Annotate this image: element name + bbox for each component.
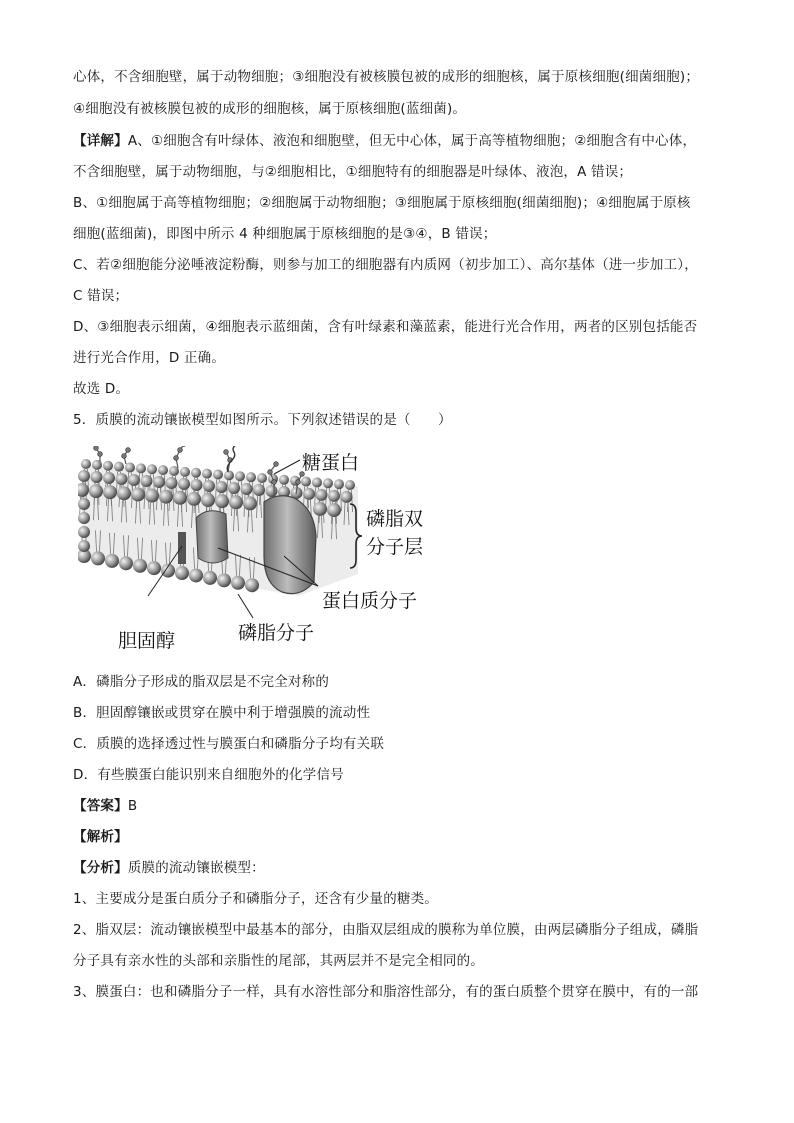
phospholipid-head <box>203 480 215 492</box>
phospholipid-head <box>78 470 90 482</box>
phospholipid-head <box>103 485 117 499</box>
analysis-line <box>73 828 128 846</box>
phospholipid-head <box>203 571 217 585</box>
text-line: 3、膜蛋白：也和磷脂分子一样，具有水溶性部分和脂溶性部分，有的蛋白质整个贯穿在膜中，有的一部 <box>73 984 699 1000</box>
analysis-tag: 【解析】 <box>73 829 128 845</box>
sugar-unit <box>296 480 301 485</box>
sugar-unit <box>274 462 279 467</box>
text-line: 进行光合作用，D 正确。 <box>73 350 226 366</box>
sugar-unit <box>94 446 99 450</box>
phospholipid-head <box>215 494 229 508</box>
phospholipid-head <box>345 480 355 490</box>
text-line: 不含细胞壁，属于动物细胞，与②细胞相比，①细胞特有的细胞器是叶绿体、液泡，A 错误； <box>73 164 633 180</box>
phospholipid-head <box>341 491 353 503</box>
phospholipid-head <box>158 465 168 475</box>
phospholipid-head <box>125 463 135 473</box>
membrane-figure <box>78 446 438 656</box>
phospholipid-head <box>131 487 145 501</box>
phospholipid-head <box>328 490 340 502</box>
sugar-unit <box>122 454 127 459</box>
phospholipid-head <box>257 473 267 483</box>
analyze-line <box>73 859 265 877</box>
bilayer-label-line2: 分子层 <box>366 536 424 558</box>
phospholipid-head <box>266 485 278 497</box>
glycoprotein-label: 糖蛋白 <box>302 452 360 474</box>
phospholipid-head <box>119 556 133 570</box>
protein-label: 蛋白质分子 <box>322 590 418 612</box>
sugar-unit <box>224 450 229 455</box>
sugar-unit <box>126 448 131 453</box>
phospholipid-head <box>187 492 201 506</box>
text-line: C、若②细胞能分泌唾液淀粉酶，则参与加工的细胞器有内质网（初步加工）、高尔基体（进一步加工）， <box>73 257 698 273</box>
phospholipid-head <box>91 551 105 565</box>
phospholipid-head <box>323 478 333 488</box>
phospholipid-head <box>103 461 113 471</box>
phospholipid-head <box>312 477 322 487</box>
phospholipid-head <box>128 474 140 486</box>
detail-tag: 【详解】 <box>73 133 128 149</box>
phospholipid-head <box>114 462 124 472</box>
phospholipid-head <box>191 479 203 491</box>
text-line: C 错误； <box>73 288 129 304</box>
answer-line <box>73 797 137 815</box>
phospholipid-head <box>228 482 240 494</box>
text-line: 2、脂双层：流动镶嵌模型中最基本的部分，由脂双层组成的膜称为单位膜，由两层磷脂分子组成，磷脂 <box>73 922 699 938</box>
phospholipid-head <box>78 540 90 552</box>
phospholipid-head <box>166 477 178 489</box>
sugar-unit <box>178 448 183 453</box>
phospholipid-head <box>235 471 245 481</box>
option-c: C．质膜的选择透过性与膜蛋白和磷脂分子均有关联 <box>73 736 385 752</box>
phospholipid-head <box>202 469 212 479</box>
phospholipid-head <box>243 496 257 510</box>
phospholipid-head <box>89 484 103 498</box>
phospholipid-head <box>103 472 115 484</box>
phospholipid-head <box>246 472 256 482</box>
phospholipid-head <box>189 568 203 582</box>
phospholipid-head <box>78 498 90 510</box>
phospholipid-head <box>216 481 228 493</box>
option-a: A．磷脂分子形成的脂双层是不完全对称的 <box>73 674 330 690</box>
phospholipid-head <box>334 479 344 489</box>
phospholipid-head <box>78 526 90 538</box>
phospholipid-head <box>303 488 315 500</box>
sugar-unit <box>272 480 277 485</box>
text-span: A、①细胞含有叶绿体、液泡和细胞壁，但无中心体，属于高等植物细胞；②细胞含有中心体， <box>127 133 697 149</box>
phospholipid-head <box>253 484 265 496</box>
phospholipid-head <box>175 566 189 580</box>
sugar-unit <box>268 470 273 475</box>
text-line: 故选 D。 <box>73 381 130 397</box>
bilayer-label-line1: 磷脂双 <box>366 508 424 530</box>
phospholipid-head <box>178 478 190 490</box>
phospholipid-head <box>141 475 153 487</box>
phospholipid-head <box>91 471 103 483</box>
sugar-unit <box>98 452 103 457</box>
option-d: D．有些膜蛋白能识别来自细胞外的化学信号 <box>73 767 344 783</box>
answer-tag: 【答案】 <box>73 798 128 814</box>
phospholipid-head <box>147 561 161 575</box>
text-span: 质膜的流动镶嵌模型： <box>127 860 265 876</box>
text-line: 分子具有亲水性的头部和亲脂性的尾部，其两层并不是完全相同的。 <box>73 953 484 969</box>
phospholipid-head <box>147 464 157 474</box>
phospholipid-head <box>229 495 243 509</box>
question-stem: 5．质膜的流动镶嵌模型如图所示。下列叙述错误的是（ ） <box>73 412 452 428</box>
phospholipid-head <box>191 468 201 478</box>
phospholipid-head <box>217 573 231 587</box>
phospholipid-head <box>159 490 173 504</box>
phospholipid-label: 磷脂分子 <box>238 622 315 644</box>
phospholipid-head <box>213 470 223 480</box>
text-line: 1、主要成分是蛋白质分子和磷脂分子，还含有少量的糖类。 <box>73 891 438 907</box>
phospholipid-head <box>301 477 311 487</box>
phospholipid-head <box>327 503 341 517</box>
phospholipid-head <box>245 578 259 592</box>
small-membrane-protein <box>196 511 228 563</box>
phospholipid-head <box>224 470 234 480</box>
answer-value: B <box>127 798 138 814</box>
option-b: B．胆固醇镶嵌或贯穿在膜中利于增强膜的流动性 <box>73 705 371 721</box>
phospholipid-head <box>201 493 215 507</box>
phospholipid-head <box>313 502 327 516</box>
text-line: B、①细胞属于高等植物细胞；②细胞属于动物细胞；③细胞属于原核细胞(细菌细胞)；④细胞属于原核 <box>73 195 691 211</box>
text-line: 心体，不含细胞壁，属于动物细胞；③细胞没有被核膜包被的成形的细胞核，属于原核细胞(细菌细胞)； <box>73 69 700 85</box>
text-line: 细胞(蓝细菌)，即图中所示 4 种细胞属于原核细胞的是③④，B 错误； <box>73 226 497 242</box>
cholesterol-label: 胆固醇 <box>118 630 176 652</box>
phospholipid-head <box>117 486 131 500</box>
text-line: D、③细胞表示细菌，④细胞表示蓝细菌，含有叶绿素和藻蓝素，能进行光合作用，两者的区别包括能否 <box>73 319 698 335</box>
cholesterol-molecule <box>178 532 186 564</box>
transmembrane-protein <box>264 496 316 594</box>
analyze-tag: 【分析】 <box>73 860 128 876</box>
phospholipid-head <box>180 467 190 477</box>
phospholipid-head <box>78 512 90 524</box>
phospholipid-head <box>133 559 147 573</box>
phospholipid-head <box>116 473 128 485</box>
phospholipid-head <box>241 483 253 495</box>
phospholipid-head <box>231 576 245 590</box>
sugar-unit <box>174 456 179 461</box>
text-line <box>73 132 696 150</box>
phospholipid-head <box>316 489 328 501</box>
phospholipid-head <box>81 459 91 469</box>
phospholipid-head <box>153 476 165 488</box>
phospholipid-head <box>145 489 159 503</box>
phospholipid-head <box>173 491 187 505</box>
phospholipid-head <box>279 475 289 485</box>
text-line: ④细胞没有被核膜包被的成形的细胞核，属于原核细胞(蓝细菌)。 <box>73 101 467 117</box>
phospholipid-head <box>136 463 146 473</box>
phospholipid-head <box>105 554 119 568</box>
